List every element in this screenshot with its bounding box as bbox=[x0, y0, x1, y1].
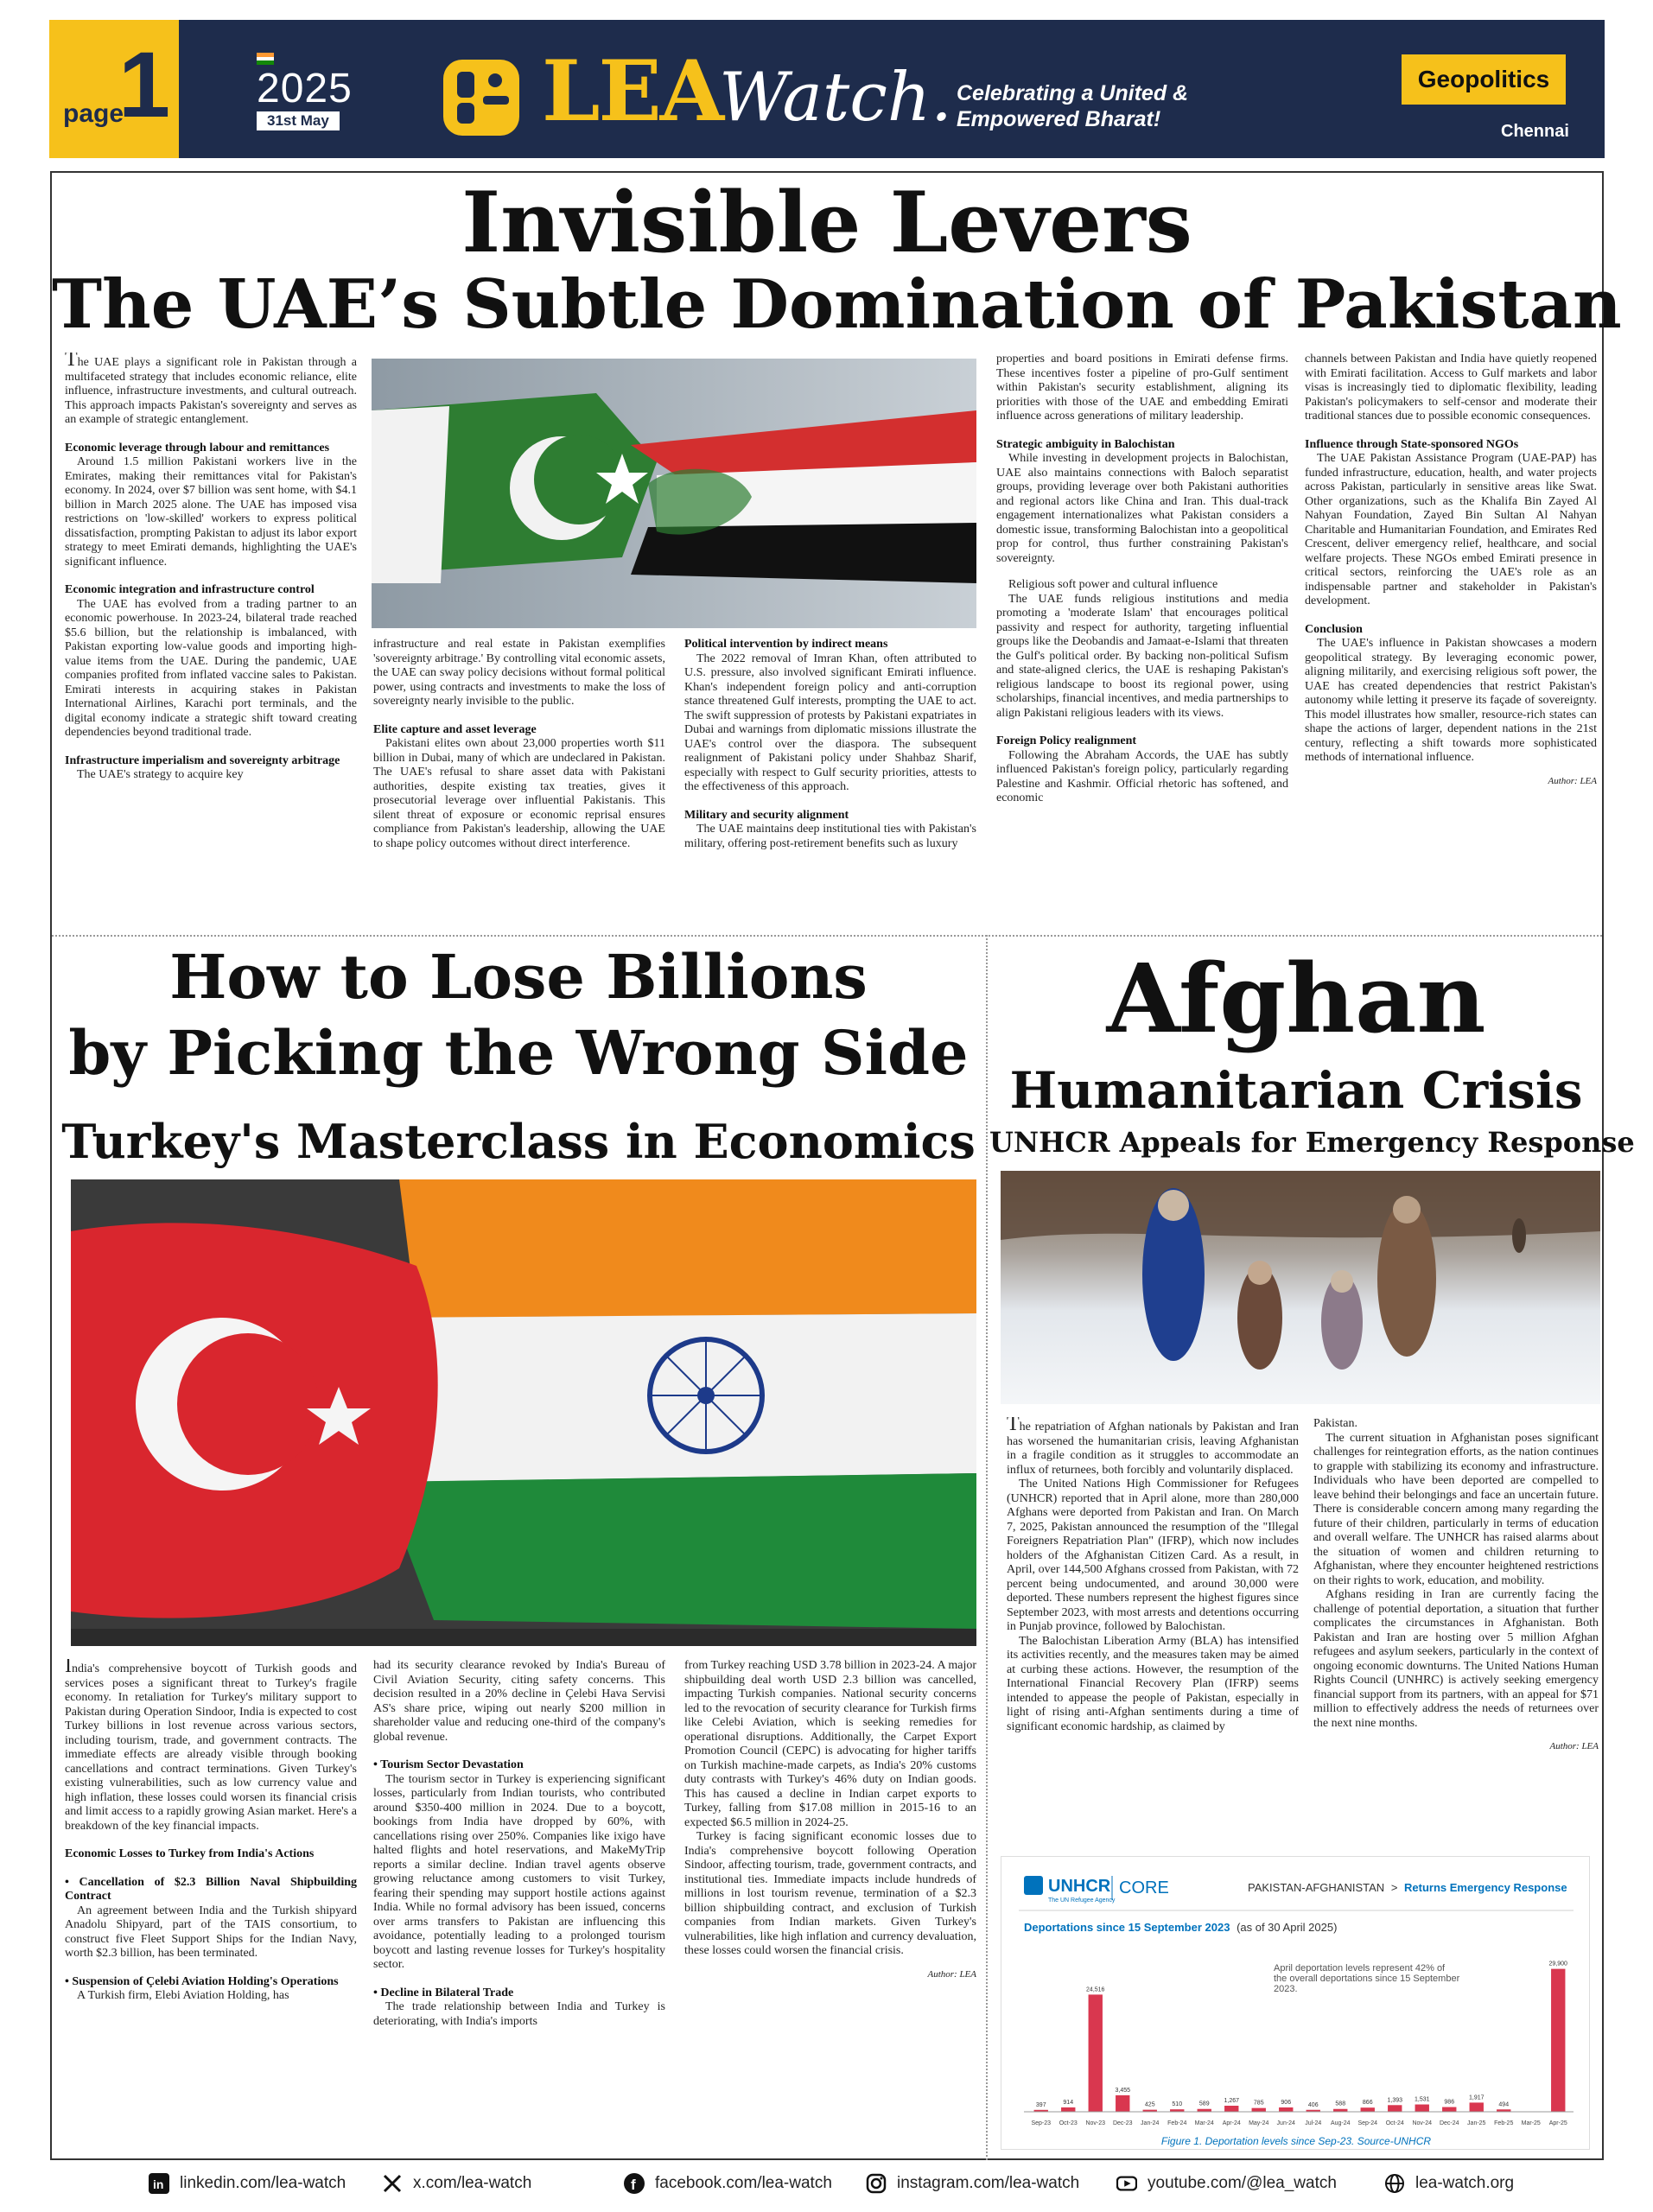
deportations-chart-svg bbox=[1001, 1857, 1591, 2151]
article2-column-2 bbox=[373, 1659, 665, 2152]
article3-paragraph: The Balochistan Liberation Army (BLA) has intensified its activities recently, and the measures taken may be aimed at curbing these actions. However, the resumption of the International Financial Recovery Plan (IFRP) seems intended to appease the people of Pakistan, especially in light of rising anti-Afghan sentiments during a time of significant economic hardship, as claimed by bbox=[1007, 1634, 1299, 1733]
article1-heading: Infrastructure imperialism and sovereignty arbitrage bbox=[65, 753, 340, 767]
article1-paragraph: Following the Abraham Accords, the UAE has subtly influenced Pakistan's foreign policy, particularly regarding Palestine and Kashmir. Official rhetoric has softened, and economic bbox=[996, 748, 1288, 804]
footer-facebook-link[interactable] bbox=[624, 2173, 832, 2194]
drop-cap: T bbox=[65, 353, 78, 371]
footer-website-link[interactable] bbox=[1384, 2173, 1514, 2194]
chart-note bbox=[1274, 1963, 1462, 1994]
chart-title bbox=[1024, 1921, 1337, 1934]
article2-heading: Economic Losses to Turkey from India's Actions bbox=[65, 1847, 315, 1860]
article3-author: Author: LEA bbox=[1549, 1741, 1599, 1751]
article1-heading: Economic integration and infrastructure control bbox=[65, 583, 315, 596]
chart-tick-label: Jan-24 bbox=[1141, 2120, 1160, 2126]
masthead bbox=[49, 20, 1605, 158]
article2-paragraph: had its security clearance revoked by India's Bureau of Civil Aviation Security, citing safety concerns. This decision resulted in a 20% decline in Çelebi Hava Servisi AS's share price, wiping out nearly $200 million in shareholder value and reducing one-third of the company's global revenue. bbox=[373, 1659, 665, 1744]
chart-data-label: 406 bbox=[1307, 2101, 1319, 2108]
footer-youtube-link[interactable] bbox=[1116, 2173, 1337, 2194]
deportations-chart bbox=[1001, 1856, 1590, 2150]
chart-tick-label: Dec-24 bbox=[1439, 2120, 1459, 2126]
chart-tick-label: Oct-24 bbox=[1385, 2120, 1404, 2126]
logo-lea-text: LEA bbox=[542, 42, 723, 140]
chart-data-label: 29,900 bbox=[1548, 1961, 1567, 1967]
youtube-icon bbox=[1116, 2173, 1137, 2194]
chart-tick-label: Feb-25 bbox=[1494, 2120, 1514, 2126]
article1-heading: Economic leverage through labour and remittances bbox=[65, 441, 330, 454]
chart-data-label: 906 bbox=[1281, 2099, 1292, 2106]
article2-heading: • Tourism Sector Devastation bbox=[373, 1758, 524, 1771]
chart-data-label: 589 bbox=[1198, 2101, 1210, 2107]
chart-bar bbox=[1116, 2095, 1129, 2112]
article2-author: Author: LEA bbox=[927, 1968, 976, 1980]
chart-tick-label: Dec-23 bbox=[1112, 2120, 1133, 2126]
chart-data-label: 588 bbox=[1335, 2101, 1346, 2107]
article1-paragraph: The UAE has evolved from a trading partner to an economic powerhouse. In 2023-24, bilateral trade reached $5.6 billion, but the relationship is imbalanced, with Pakistan exporting low-value goods and importing high-value items from the UAE. During the pandemic, UAE companies profited from inflated vaccine sales to Pakistan. Emirati interests in acquiring stakes in Pakistan International Airlines, Karachi port terminals, and the digital economy indicate a strategic shift toward creating dependencies beyond traditional trade. bbox=[65, 597, 357, 739]
article2-title-line1: How to Lose Billions bbox=[169, 941, 868, 1013]
afghan-refugees-photo bbox=[1001, 1171, 1600, 1404]
footer-linkedin-text: linkedin.com/lea-watch bbox=[180, 2174, 346, 2192]
issue-date bbox=[257, 53, 353, 130]
chart-data-label: 1,917 bbox=[1468, 2094, 1485, 2101]
article1-paragraph: The UAE's influence in Pakistan showcases a modern geopolitical strategy. By leveraging economic power, aligning militarily, and exercising religious soft power, the UAE has created dependencies that restrict Pakistan's autonomy while letting it preserve its façade of sovereignty. This model illustrates how smaller, resource-rich states can shape the actions of larger, dependent nations in the 21st century, reflecting a shift towards more sophisticated methods of international influence. bbox=[1305, 637, 1597, 764]
article1-heading: Strategic ambiguity in Balochistan bbox=[996, 437, 1175, 451]
footer-instagram-text: instagram.com/lea-watch bbox=[897, 2174, 1080, 2192]
chart-caption: Figure 1. Deportation levels since Sep-23. Source-UNHCR bbox=[1160, 2135, 1432, 2147]
chart-tick-label: Aug-24 bbox=[1330, 2120, 1351, 2126]
footer-x-link[interactable] bbox=[382, 2173, 531, 2194]
chart-tick-label: Sep-23 bbox=[1031, 2120, 1052, 2126]
linkedin-icon bbox=[149, 2173, 169, 2194]
article1-paragraph: properties and board positions in Emirati defense firms. These incentives foster a pipeline of pro-Gulf sentiment within Pakistan's security establishment, aligning its priorities with those of the UAE and embedding Emirati influence across generations of military leadership. bbox=[996, 353, 1288, 423]
article1-heading: Military and security alignment bbox=[684, 808, 849, 822]
article3-paragraph: The current situation in Afghanistan poses significant challenges for reintegration efforts, as the nation continues to grapple with stabilizing its economy and infrastructure. Individuals who have been deported are compelled to leave behind their belongings and face an uncertain future. There is considerable concern among many regarding the future of their children, particularly in terms of education and overall welfare. The UNHCR has raised alarms about the situation of women and children returning to Afghanistan, where they encounter heightened restrictions on their rights to work, education, and mobility. bbox=[1313, 1431, 1599, 1587]
chart-data-label: 1,531 bbox=[1414, 2096, 1430, 2103]
chart-data-label: 425 bbox=[1144, 2101, 1155, 2108]
facebook-icon bbox=[624, 2173, 645, 2194]
article2-title-line2: by Picking the Wrong Side bbox=[68, 1017, 969, 1089]
article2-heading: • Cancellation of $2.3 Billion Naval Shipbuilding Contract bbox=[65, 1875, 357, 1903]
chart-title-main: Deportations since 15 September 2023 bbox=[1024, 1921, 1230, 1934]
chart-bar bbox=[1388, 2105, 1402, 2112]
article1-paragraph: The 2022 removal of Imran Khan, often attributed to U.S. pressure, also involved significant Emirati influence. Khan's independent foreign policy and anti-corruption stance threatened Gulf interests, prompting the UAE to act. The swift suppression of protests by Pakistani expatriates in Dubai and warnings from diplomatic missions illustrate the UAE's control over the diaspora. The subsequent realignment of Pakistani policy under Shahbaz Sharif, especially with respect to Gulf security priorities, attests to the effectiveness of this approach. bbox=[684, 652, 976, 793]
chart-bar bbox=[1361, 2107, 1375, 2112]
article2-paragraph: from Turkey reaching USD 3.78 billion in 2023-24. A major shipbuilding deal worth USD 2.3 billion was cancelled, impacting Turkish companies. National security concerns led to the revocation of security clearance for Turkish firms like Celebi Aviation, which is seeking remedies for operational disruptions. Additionally, the Carpet Export Promotion Council (CEPC) is advocating for higher tariffs on Turkish machine-made carpets, as India's 20% customs duty contrasts with Turkey's 46% duty on Indian goods. This has caused a decline in Indian carpet exports to Turkey, falling from $17.08 million in 2015-16 to an expected $6.5 million in 2024-25. bbox=[684, 1659, 976, 1829]
footer-x-text: x.com/lea-watch bbox=[413, 2174, 532, 2192]
drop-cap: T bbox=[1007, 1417, 1020, 1435]
chart-bar bbox=[1252, 2108, 1266, 2112]
instagram-icon bbox=[866, 2173, 887, 2194]
globe-icon bbox=[1384, 2173, 1405, 2194]
chart-note-line: 2023. bbox=[1274, 1984, 1298, 1994]
chart-tick-label: Jun-24 bbox=[1276, 2120, 1295, 2126]
article1-paragraph: Around 1.5 million Pakistani workers live in the Emirates, making their remittances vital for Pakistan's economy. In 2024, over $7 billion was sent home, with $4.1 billion in March 2025 alone. The UAE has imposed visa restrictions on 'low-skilled' workers to express political dissatisfaction, prompting Pakistan to adjust its labor export strategy to meet Emirati demands, highlighting the UAE's significant influence. bbox=[65, 455, 357, 569]
chart-bar bbox=[1442, 2107, 1456, 2112]
article2-column-1 bbox=[65, 1659, 357, 2152]
article1-heading: Elite capture and asset leverage bbox=[373, 722, 537, 736]
article1-paragraph: The UAE's strategy to acquire key bbox=[77, 768, 244, 781]
column-divider bbox=[986, 935, 988, 2160]
lea-logo-icon bbox=[438, 54, 525, 141]
article3-column-2 bbox=[1313, 1417, 1599, 1849]
article1-intro: he UAE plays a significant role in Pakistan through a multifaceted strategy that includes economic reliance, elite influence, infrastructure investments, and cultural outreach. This approach impacts Pakistan's sovereignty and serves as an example of strategic entanglement. bbox=[65, 356, 357, 426]
article1-paragraph: While investing in development projects in Balochistan, UAE also maintains connections with Baloch separatist groups, providing leverage over both Pakistani authorities and regional actors like China and Iran. This dual-track engagement internationalizes what Pakistan considers a domestic issue, transforming Balochistan into a geopolitical prop for control, thus further constraining Pakistan's sovereignty. bbox=[996, 452, 1288, 565]
issue-year: 2025 bbox=[257, 66, 353, 111]
chart-core: CORE bbox=[1119, 1878, 1169, 1897]
drop-cap: I bbox=[65, 1659, 72, 1677]
chart-tick-label: Apr-24 bbox=[1222, 2120, 1241, 2126]
chart-data-label: 1,393 bbox=[1387, 2097, 1403, 2104]
article2-intro: ndia's comprehensive boycott of Turkish goods and services poses a significant threat to Turkey's fragile economy. In retaliation for Turkey's military support to Pakistan during Operation Sindoor, India is expected to cost Turkey billions in lost revenue across various sectors, including tourism, trade, and government contracts. The immediate effects are already visible through booking cancellations and contract terminations. Given Turkey's existing vulnerabilities, such as low currency value and high inflation, these losses could worsen its financial crisis and limit access to a rapidly growing Asian market. Here's a breakdown of the key financial impacts. bbox=[65, 1662, 357, 1833]
chart-data-label: 1,267 bbox=[1224, 2097, 1240, 2104]
article3-subtitle: Humanitarian Crisis bbox=[1009, 1061, 1583, 1120]
chart-bar bbox=[1089, 1994, 1103, 2112]
article2-heading: • Decline in Bilateral Trade bbox=[373, 1986, 514, 1999]
chart-org-sub: The UN Refugee Agency bbox=[1048, 1897, 1116, 1904]
article1-column-2 bbox=[373, 638, 665, 927]
article1-heading: Influence through State-sponsored NGOs bbox=[1305, 437, 1519, 451]
chart-title-sub: (as of 30 April 2025) bbox=[1237, 1921, 1338, 1934]
turkey-india-flags-image bbox=[71, 1179, 976, 1646]
chart-breadcrumb-separator: > bbox=[1390, 1881, 1398, 1894]
article3-intro: he repatriation of Afghan nationals by Pakistan and Iran has worsened the humanitarian crisis, leaving Afghanistan in a fragile condition as it struggles to accommodate an influx of returnees, both forcibly and voluntarily displaced. bbox=[1007, 1421, 1299, 1477]
chart-bar bbox=[1551, 1969, 1565, 2112]
chart-data-label: 914 bbox=[1063, 2099, 1074, 2106]
article1-paragraph: The UAE maintains deep institutional ties with Pakistan's military, offering post-retirement benefits such as luxury bbox=[684, 823, 976, 850]
article1-paragraph: Pakistani elites own about 23,000 properties worth $11 billion in Dubai, many of which are undeclared in Pakistan. The UAE's refusal to share asset data with Pakistani authorities, despite existing tax treaties, gives it prosecutorial leverage over influential Pakistanis. This silent threat of exposure or economic reprisal ensures compliance from Pakistan's leadership, allowing the UAE to shape policy outcomes without direct interference. bbox=[373, 737, 665, 850]
category-badge[interactable]: Geopolitics bbox=[1402, 54, 1566, 105]
article1-paragraph: channels between Pakistan and India have quietly reopened with Emirati facilitation. Access to Gulf markets and labor visas is increasingly tied to diplomatic flexibility, leading Pakistan's policymakers to self-censor and moderate their traditional stances due to possible economic consequences. bbox=[1305, 353, 1597, 423]
article3-paragraph: Afghans residing in Iran are currently facing the challenge of potential deportation, a situation that further complicates the circumstances in Afghanistan. Both Pakistan and Iran are hosting over 5 million Afghan refugees and asylum seekers, particularly in the context of ongoing economic downturns. The United Nations Human Rights Council (UNHRC) is actively seeking emergency financial support from its partners, with an appeal for $71 million to effectively address the needs of returnees over the next nine months. bbox=[1313, 1588, 1599, 1730]
logo-watch-text: Watch. bbox=[719, 59, 952, 137]
chart-data-label: 510 bbox=[1172, 2101, 1183, 2108]
issue-day: 31st May bbox=[257, 111, 340, 130]
chart-data-label: 866 bbox=[1362, 2100, 1373, 2107]
article2-column-3 bbox=[684, 1659, 976, 2152]
chart-data-label: 3,455 bbox=[1115, 2087, 1131, 2094]
chart-tick-label: Jul-24 bbox=[1305, 2120, 1322, 2126]
chart-data-label: 785 bbox=[1253, 2100, 1264, 2107]
svg-text:f: f bbox=[631, 2177, 636, 2193]
chart-bar bbox=[1224, 2106, 1238, 2112]
chart-tick-label: Nov-23 bbox=[1085, 2120, 1106, 2126]
chart-note-line: April deportation levels represent 42% of bbox=[1274, 1963, 1446, 1974]
page-number: 1 bbox=[118, 32, 171, 137]
chart-data-label: 397 bbox=[1035, 2101, 1046, 2108]
chart-tick-label: Mar-25 bbox=[1521, 2120, 1541, 2126]
article3-paragraph: The United Nations High Commissioner for Refugees (UNHCR) reported that in April alone, more than 280,000 Afghans were deported from Pakistan and Iran. On March 7, 2025, Pakistan announced the resumption of the "Illegal Foreigners Repatriation Plan" (IFRP), which now includes holders of the Afghanistan Citizen Card. As a result, in April, over 144,500 Afghans crossed from Pakistan, with 72 percent being undocumented, and around 30,000 were deported. These numbers represent the highest figures since September 2023, with most arrests and detentions occurring in Punjab province, followed by Balochistan. bbox=[1007, 1478, 1299, 1633]
article1-column-3 bbox=[684, 638, 976, 927]
chart-tick-label: Sep-24 bbox=[1357, 2120, 1378, 2126]
article3-column-1 bbox=[1007, 1417, 1299, 1849]
footer-website-text: lea-watch.org bbox=[1415, 2174, 1515, 2192]
tagline: Celebrating a United & Empowered Bharat! bbox=[957, 81, 1189, 131]
footer-social-bar bbox=[49, 2164, 1605, 2208]
chart-tick-label: Apr-25 bbox=[1548, 2120, 1567, 2126]
article2-subtitle: Turkey's Masterclass in Economics bbox=[61, 1114, 976, 1169]
footer-facebook-text: facebook.com/lea-watch bbox=[655, 2174, 832, 2192]
article3-paragraph: Pakistan. bbox=[1313, 1417, 1357, 1430]
x-icon bbox=[382, 2173, 403, 2194]
article2-paragraph: Turkey is facing significant economic losses due to India's comprehensive boycott following Operation Sindoor, affecting tourism, trade, government contracts, and institutional ties. Immediate impacts include hundreds of millions in lost tourism revenue, termination of a $2.3 billion shipbuilding contract, and exclusion of Turkish companies from Indian markets. Given Turkey's vulnerabilities, like high inflation and currency devaluation, these losses could worsen the financial crisis. bbox=[684, 1830, 976, 1957]
article1-column-5 bbox=[1305, 353, 1597, 927]
chart-tick-label: Oct-23 bbox=[1059, 2120, 1078, 2126]
handshake-flags-image bbox=[372, 359, 976, 628]
chart-data-label: 24,516 bbox=[1086, 1986, 1105, 1993]
article1-column-1 bbox=[65, 353, 357, 927]
article2-paragraph: An agreement between India and the Turkish shipyard Anadolu Shipyard, part of the TAIS consortium, to construct five Fleet Support Ships for the Indian Navy, worth $2.3 billion, has been terminated. bbox=[65, 1904, 357, 1960]
chart-breadcrumb bbox=[1248, 1881, 1567, 1894]
chart-data-label: 494 bbox=[1498, 2101, 1510, 2108]
footer-youtube-text: youtube.com/@lea_watch bbox=[1148, 2174, 1337, 2192]
chart-breadcrumb-page: Returns Emergency Response bbox=[1404, 1881, 1567, 1894]
footer-linkedin-link[interactable] bbox=[149, 2173, 346, 2194]
article2-paragraph: The tourism sector in Turkey is experiencing significant losses, particularly from Indian tourists, who contributed around $350-400 million in 2024. Due to a boycott, bookings from India have dropped by 60%, with cancellations rising over 250%. Companies like ixigo have halted flights and hotel reservations, and MakeMyTrip reports a similar decline. Indian travel agents observe growing reluctance among customers to visit Turkey, fearing their spending may support hostile actions against India. While no formal advisory has been issued, concerns over arms transfers to Pakistan are influencing this avoidance, potentially leading to a prolonged tourism boycott and lasting revenue losses for Turkey's hospitality sector. bbox=[373, 1772, 665, 1971]
article1-subtitle: The UAE’s Subtle Domination of Pakistan bbox=[52, 265, 1622, 344]
article3-kicker: UNHCR Appeals for Emergency Response bbox=[989, 1126, 1635, 1159]
chart-data-label: 986 bbox=[1444, 2099, 1455, 2106]
chart-bar bbox=[1061, 2107, 1075, 2112]
article1-heading: Political intervention by indirect means bbox=[684, 638, 888, 651]
chart-tick-label: Nov-24 bbox=[1412, 2120, 1433, 2126]
chart-bar bbox=[1279, 2107, 1293, 2112]
india-flag-icon bbox=[257, 53, 274, 65]
article2-heading: • Suspension of Çelebi Aviation Holding's Operations bbox=[65, 1974, 339, 1988]
page-number-box bbox=[49, 20, 179, 158]
chart-tick-label: Mar-24 bbox=[1194, 2120, 1214, 2126]
article1-author: Author: LEA bbox=[1548, 775, 1597, 786]
article3-title: Afghan bbox=[1106, 943, 1486, 1054]
city-label: Chennai bbox=[1501, 122, 1569, 141]
footer-instagram-link[interactable] bbox=[866, 2173, 1079, 2194]
article1-paragraph: infrastructure and real estate in Pakistan exemplifies 'sovereignty arbitrage.' By controlling vital economic assets, the UAE can sway policy decisions without formal political power, using contracts and investments to make the loss of sovereignty nearly invisible to the public. bbox=[373, 638, 665, 708]
article2-paragraph: The trade relationship between India and Turkey is deteriorating, with India's imports bbox=[373, 2000, 665, 2028]
article1-paragraph: The UAE funds religious institutions and media promoting a 'moderate Islam' that encourages political passivity and respect for authority, targeting influential groups like the Deobandis and Jamaat-e-Islami that threaten the Gulf's political order. By backing non-political Sufism and state-aligned clerics, the UAE is reshaping Pakistan's religious landscape to boost its regional power, using scholarships, financial incentives, and media partnerships to align Pakistani religious leaders with its views. bbox=[996, 592, 1288, 720]
chart-breadcrumb-country: PAKISTAN-AFGHANISTAN bbox=[1248, 1881, 1385, 1894]
article1-heading: Foreign Policy realignment bbox=[996, 734, 1137, 747]
chart-tick-label: Jan-25 bbox=[1467, 2120, 1486, 2126]
chart-tick-label: Feb-24 bbox=[1167, 2120, 1187, 2126]
chart-tick-label: May-24 bbox=[1249, 2120, 1269, 2126]
chart-org: UNHCR bbox=[1048, 1877, 1111, 1896]
chart-x-labels bbox=[1031, 2120, 1567, 2126]
article1-title: Invisible Levers bbox=[461, 174, 1192, 271]
article1-paragraph: The UAE Pakistan Assistance Program (UAE-PAP) has funded infrastructure, education, health, and water projects across Pakistan, particularly in sensitive areas like Swat. Other organizations, such as the Khalifa Bin Zayed Al Nahyan Foundation, Zayed Bin Sultan Al Nahyan Charitable and Humanitarian Foundation, and Emirates Red Crescent, deliver emergency relief, healthcare, and social welfare projects. These NGOs embed Emirati presence in critical sectors, reinforcing the UAE's role as an indispensable partner and stakeholder in Pakistan's development. bbox=[1305, 452, 1597, 607]
article1-heading: Conclusion bbox=[1305, 622, 1363, 636]
unhcr-logo bbox=[1024, 1876, 1169, 1904]
article2-paragraph: A Turkish firm, Elebi Aviation Holding, has bbox=[77, 1989, 289, 2002]
chart-note-line: the overall deportations since 15 September bbox=[1274, 1974, 1460, 1984]
chart-bar bbox=[1415, 2105, 1429, 2112]
chart-bar bbox=[1470, 2102, 1484, 2112]
article1-column-4 bbox=[996, 353, 1288, 927]
page-label: page bbox=[63, 99, 124, 128]
svg-text:in: in bbox=[153, 2177, 164, 2191]
article1-paragraph: Religious soft power and cultural influence bbox=[1008, 578, 1218, 591]
section-divider bbox=[52, 935, 1602, 937]
